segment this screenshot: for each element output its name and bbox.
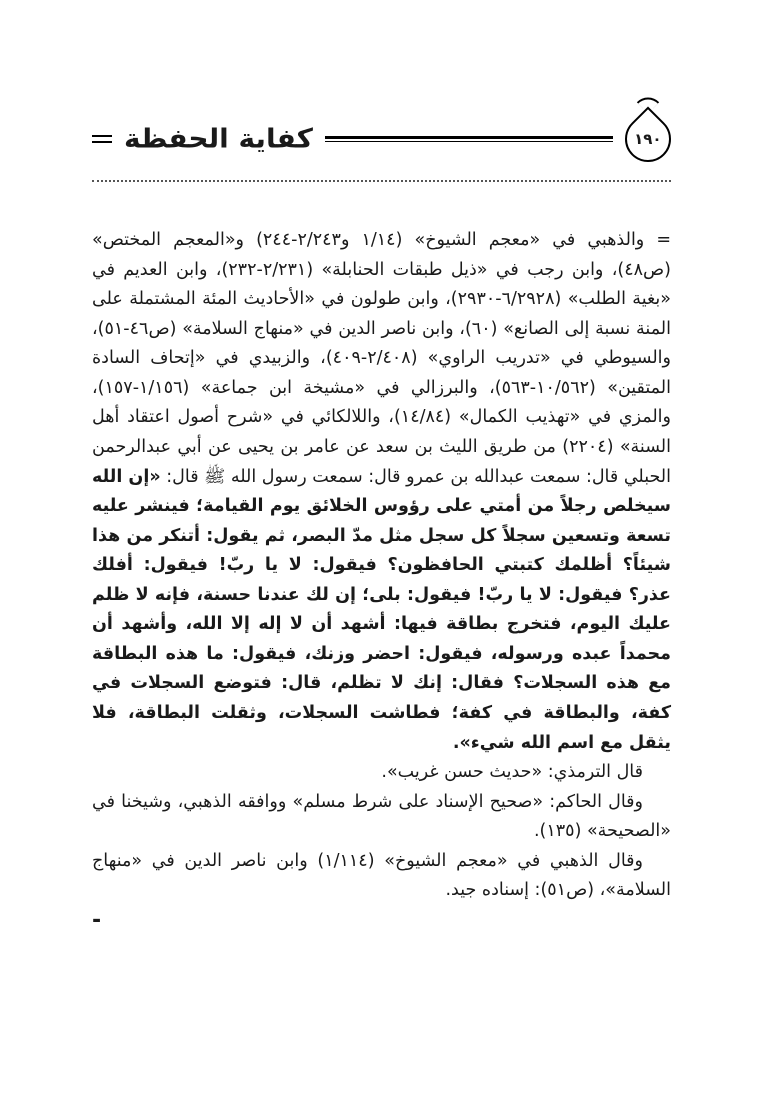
book-title: كفاية الحفظة (124, 122, 313, 155)
title-dash-ornament (92, 135, 112, 143)
page-footer (92, 907, 671, 933)
page-number-ornament (615, 106, 680, 171)
page-body (92, 226, 671, 906)
hakim-grading: وقال الحاكم: «صحيح الإسناد على شرط مسلم» ووافقه الذهبي، وشيخنا في «الصحيحة» (١٣٥). (92, 791, 671, 842)
dotted-separator (92, 180, 671, 182)
footer-mark: - (92, 907, 102, 933)
page-header (92, 112, 671, 166)
header-rule (325, 136, 613, 142)
dhahabi-grading: وقال الذهبي في «معجم الشيوخ» (١/١١٤) وابن ناصر الدين في «منهاج السلامة»، (ص٥١): إسناده جيد. (92, 850, 671, 901)
takhrij-paragraph (92, 226, 671, 758)
tirmidhi-grading: قال الترمذي: «حديث حسن غريب». (381, 762, 643, 783)
hadith-text: «إن الله سيخلص رجلاً من أمتي على رؤوس الخلائق يوم القيامة؛ فينشر عليه تسعة وتسعين سجلاً كل سجل مثل مدّ البصر، ثم يقول: أتنكر من هذا شيئاً؟ أظلمك كتبتي الحافظون؟ فيقول: لا يا ربّ! فيقول: أفلك عذر؟ فيقول: لا يا ربّ! فيقول: بلى؛ إن لك عندنا حسنة، فإنه لا ظلم عليك اليوم، فتخرج بطاقة فيها: أشهد أن لا إله إلا الله، وأشهد أن محمداً عبده ورسوله، فيقول: احضر وزنك، فيقول: ما هذه البطاقة مع هذه السجلات؟ فقال: إنك لا تظلم، قال: فتوضع السجلات في كفة، والبطاقة في كفة؛ فطاشت السجلات، وثقلت البطاقة، فلا يثقل مع اسم الله شيء». (92, 466, 671, 753)
page-number: ١٩٠ (634, 130, 662, 148)
takhrij-text: = والذهبي في «معجم الشيوخ» (١/١٤ و٢/٢٤٣-٢٤٤) و«المعجم المختص» (ص٤٨)، وابن رجب في «ذيل طبقات الحنابلة» (٢/٢٣١-٢٣٢)، وابن العديم في «بغية الطلب» (٦/٢٩٢٨-٢٩٣٠)، وابن طولون في «الأحاديث المئة المشتملة على المنة نسبة إلى الصانع» (٦٠)، وابن ناصر الدين في «منهاج السلامة» (ص٤٦-٥١)، والسيوطي في «تدريب الراوي» (٢/٤٠٨-٤٠٩)، والزبيدي في «إتحاف السادة المتقين» (١٠/٥٦٢-٥٦٣)، والبرزالي في «مشيخة ابن جماعة» (١/١٥٦-١٥٧)، والمزي في «تهذيب الكمال» (١٤/٨٤)، واللالكائي في «شرح أصول اعتقاد أهل السنة» (٢٢٠٤) من طريق الليث بن سعد عن عامر بن يحيى عن أبي عبدالرحمن الحبلي قال: سمعت عبدالله بن عمرو قال: سمعت رسول الله ﷺ قال: (92, 230, 672, 487)
